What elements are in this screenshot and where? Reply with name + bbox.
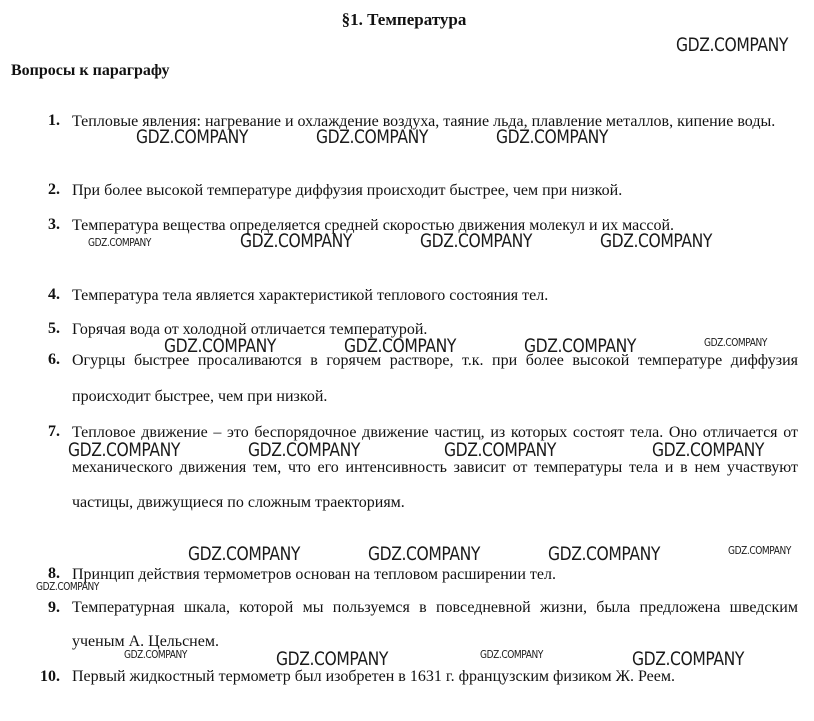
watermark: GDZ.COMPANY — [240, 230, 353, 252]
watermark: GDZ.COMPANY — [136, 126, 249, 148]
watermark: GDZ.COMPANY — [368, 543, 481, 565]
answer-number: 7. — [48, 423, 60, 440]
answer-number: 8. — [48, 565, 60, 582]
answer-text: При более высокой температуре диффузия происходит быстрее, чем при низкой. — [72, 182, 623, 199]
answer-text: Тепловые явления: нагревание и охлаждение воздуха, таяние льда, плавление металлов, кипение воды. — [72, 113, 776, 130]
watermark: GDZ.COMPANY — [36, 580, 99, 593]
answer-number: 1. — [48, 112, 60, 129]
answer-text: Тепловое движение – это беспорядочное движение частиц, из которых состоят тела. Оно отличается от механического движения тем, что его интенсивность зависит от температуры тела и в нем участвуют частицы, движущиеся по сложным траекториям. — [72, 424, 798, 511]
watermark: GDZ.COMPANY — [524, 335, 637, 357]
watermark: GDZ.COMPANY — [420, 230, 533, 252]
watermark: GDZ.COMPANY — [248, 439, 361, 461]
answer-text: Температура вещества определяется средней скоростью движения молекул и их массой. — [72, 217, 675, 234]
watermark: GDZ.COMPANY — [728, 544, 791, 557]
answer-text: Горячая вода от холодной отличается температурой. — [72, 321, 428, 338]
answer-number: 5. — [48, 320, 60, 337]
watermark: GDZ.COMPANY — [496, 126, 609, 148]
watermark: GDZ.COMPANY — [276, 648, 389, 670]
watermark: GDZ.COMPANY — [600, 230, 713, 252]
answer-text: Температура тела является характеристикой теплового состояния тел. — [72, 287, 549, 304]
questions-heading: Вопросы к параграфу — [11, 62, 170, 79]
answer-number: 10. — [40, 668, 60, 685]
answer-text: Огурцы быстрее просаливаются в горячем растворе, т.к. при более высокой температуре диффузия происходит быстрее, чем при низкой. — [72, 352, 798, 405]
watermark: GDZ.COMPANY — [344, 335, 457, 357]
answer-text: Температурная шкала, которой мы пользуемся в повседневной жизни, была предложена шведским ученым А. Цельснем. — [72, 599, 798, 650]
watermark: GDZ.COMPANY — [632, 648, 745, 670]
watermark: GDZ.COMPANY — [444, 439, 557, 461]
answer-number: 3. — [48, 216, 60, 233]
answer-number: 9. — [48, 599, 60, 616]
answer-number: 6. — [48, 351, 60, 368]
watermark: GDZ.COMPANY — [676, 34, 789, 56]
watermark: GDZ.COMPANY — [316, 126, 429, 148]
watermark: GDZ.COMPANY — [704, 336, 767, 349]
watermark: GDZ.COMPANY — [68, 439, 181, 461]
watermark: GDZ.COMPANY — [652, 439, 765, 461]
answer-text: Первый жидкостный термометр был изобретен в 1631 г. французским физиком Ж. Реем. — [72, 668, 675, 685]
watermark: GDZ.COMPANY — [480, 648, 543, 661]
answer-number: 4. — [48, 286, 60, 303]
watermark: GDZ.COMPANY — [88, 236, 151, 249]
answer-number: 2. — [48, 181, 60, 198]
watermark: GDZ.COMPANY — [164, 335, 277, 357]
watermark: GDZ.COMPANY — [188, 543, 301, 565]
watermark: GDZ.COMPANY — [124, 648, 187, 661]
answer-text: Принцип действия термометров основан на тепловом расширении тел. — [72, 566, 556, 583]
paragraph-title: §1. Температура — [341, 10, 467, 29]
watermark: GDZ.COMPANY — [548, 543, 661, 565]
